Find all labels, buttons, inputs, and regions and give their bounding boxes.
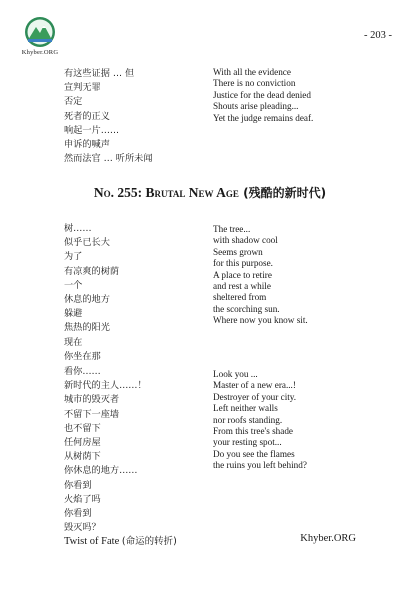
chinese-line: 宣判无罪	[64, 82, 101, 94]
english-line: sheltered from	[213, 292, 267, 303]
chinese-line: 死者的正义	[64, 110, 110, 122]
english-line: Look you ...	[213, 369, 258, 379]
english-line: Seems grown	[213, 246, 263, 257]
footer-title-english: Twist of Fate	[64, 536, 122, 547]
chinese-line: 你看到	[64, 479, 92, 491]
section3-chinese	[64, 365, 147, 535]
chinese-line: 现在	[64, 336, 83, 348]
english-line: Yet the judge remains deaf.	[213, 112, 314, 123]
english-line: the ruins you left behind?	[213, 460, 307, 471]
english-line: the scorching sun.	[213, 303, 280, 314]
english-line: Justice for the dead denied	[213, 89, 311, 100]
english-line: Left neither walls	[213, 403, 278, 414]
english-line: Destroyer of your city.	[213, 391, 297, 402]
chinese-line: 你看到	[64, 508, 92, 520]
chinese-line: 城市的毁灭者	[64, 394, 120, 406]
section3-english	[213, 369, 307, 472]
english-line: nor roofs standing.	[213, 414, 283, 425]
section1-chinese	[64, 67, 153, 166]
chinese-line: 新时代的主人……！	[64, 380, 147, 392]
chinese-line: 一个	[64, 279, 83, 291]
english-line: Shouts arise pleading...	[213, 101, 299, 112]
footer-book-title	[64, 533, 177, 547]
english-line: Do you see the flames	[213, 448, 295, 459]
chinese-line: 然而法官 … 听所未闻	[64, 153, 153, 165]
english-line: Where now you know sit.	[213, 315, 308, 326]
chinese-line: 响起一片……	[64, 124, 120, 136]
chinese-line: 不留下一座墙	[64, 408, 120, 420]
section2-english	[213, 224, 308, 327]
english-line: for this purpose.	[213, 258, 273, 269]
chinese-line: 有凉爽的树荫	[64, 265, 120, 277]
chinese-line: 火焰了吗	[64, 493, 101, 505]
footer-site: Khyber.ORG	[300, 533, 356, 544]
english-line: The tree...	[213, 224, 251, 234]
chinese-line: 任何房屋	[64, 437, 101, 449]
footer-title-chinese: (命运的转折)	[121, 536, 177, 547]
poem-title-english: Brutal New Age	[145, 185, 239, 200]
khyber-logo	[18, 16, 62, 56]
chinese-line: 否定	[64, 96, 83, 108]
english-line: A place to retire	[213, 269, 272, 280]
chinese-line: 似乎已长大	[64, 237, 110, 249]
page-number: - 203 -	[364, 30, 392, 41]
english-line: and rest a while	[213, 281, 271, 292]
chinese-line: 焦热的阳光	[64, 322, 110, 334]
chinese-line: 树……	[64, 223, 92, 234]
chinese-line: 有这些证据 … 但	[64, 68, 135, 79]
chinese-line: 申诉的喊声	[64, 139, 110, 151]
chinese-line: 也不留下	[64, 422, 101, 434]
chinese-line: 看你……	[64, 366, 101, 377]
chinese-line: 为了	[64, 251, 83, 263]
poem-title	[0, 184, 420, 201]
chinese-line: 躲避	[64, 308, 83, 320]
section1-english	[213, 67, 313, 124]
english-line: with shadow cool	[213, 235, 278, 246]
chinese-line: 从树荫下	[64, 451, 101, 463]
chinese-line: 你休息的地方……	[64, 465, 138, 477]
mountain-logo-icon	[23, 16, 57, 48]
english-line: your resting spot...	[213, 437, 282, 448]
english-line: With all the evidence	[213, 67, 291, 77]
chinese-line: 毁灭吗？	[64, 522, 101, 534]
english-line: From this tree's shade	[213, 426, 293, 437]
chinese-line: 你坐在那	[64, 350, 101, 362]
english-line: Master of a new era...!	[213, 380, 296, 391]
chinese-line: 休息的地方	[64, 294, 110, 306]
english-line: There is no conviction	[213, 78, 296, 89]
logo-text: Khyber.ORG	[21, 49, 59, 56]
poem-number: No. 255:	[93, 185, 146, 200]
section2-chinese	[64, 222, 119, 364]
poem-title-chinese: (残酷的新时代)	[238, 186, 327, 200]
